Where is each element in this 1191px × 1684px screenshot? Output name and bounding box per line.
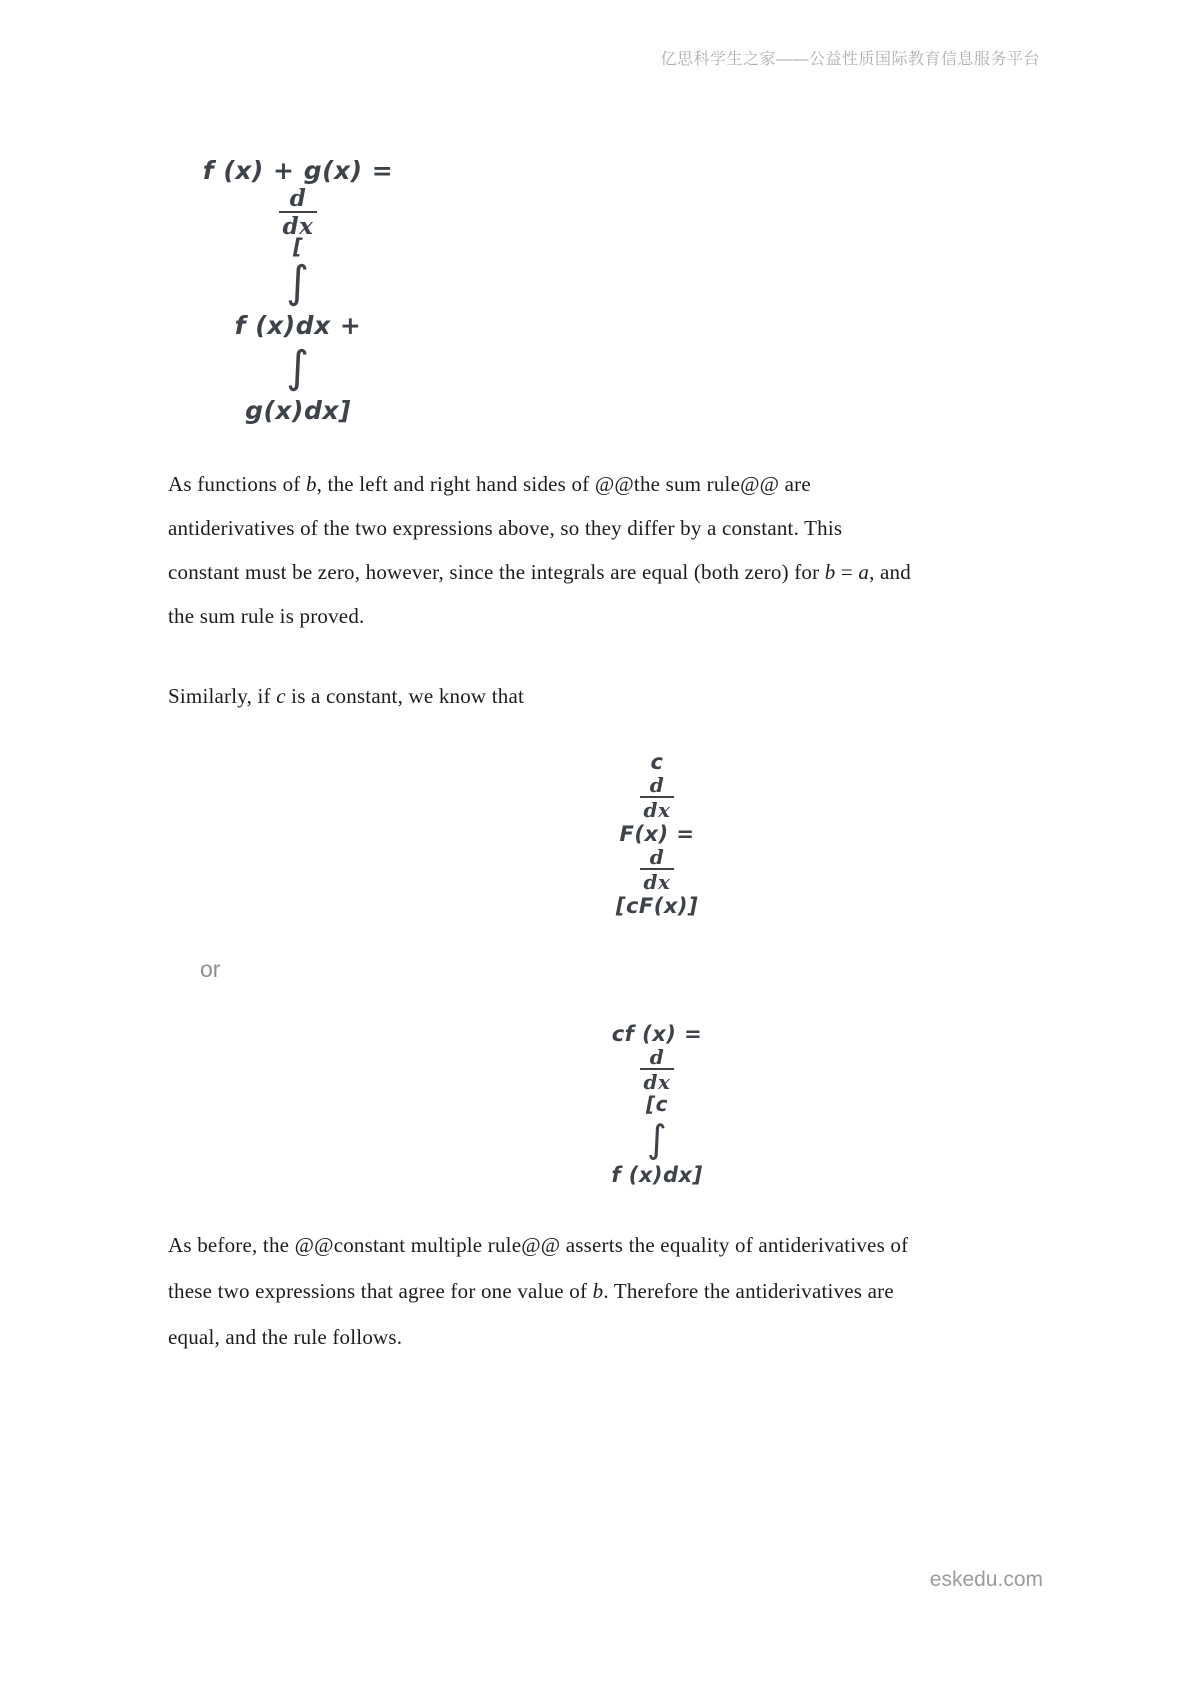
fraction-numerator: d [649, 773, 665, 797]
math-lhs: f (x) + g(x) = [202, 156, 394, 185]
fraction-denominator: dx [640, 796, 675, 821]
italic-var: b [824, 560, 836, 584]
text-run: constant must be zero, however, since the integrals are equal (both zero) for [168, 560, 825, 584]
math-term: F(x) = [619, 822, 695, 846]
fraction-numerator: d [649, 1045, 665, 1069]
math-fraction-d-dx [640, 775, 675, 821]
text-run: equal, and the rule follows. [168, 1325, 403, 1349]
math-term: [cF(x)] [615, 894, 699, 918]
math-fraction-d-dx [640, 1047, 675, 1093]
text-run: antiderivatives of the two expressions above, so they differ by a constant. This [168, 516, 843, 540]
math-lhs: cf (x) = [611, 1022, 703, 1046]
text-run: Similarly, if [168, 684, 277, 708]
text-run: . Therefore the antiderivatives are [603, 1279, 894, 1303]
paragraph-line [168, 1222, 1088, 1268]
math-open-bracket: [c [646, 1092, 668, 1116]
text-run: the sum rule is proved. [168, 604, 365, 628]
italic-var: c [276, 684, 286, 708]
integral-icon: ∫ [286, 342, 310, 394]
integral-icon: ∫ [646, 1117, 668, 1161]
italic-var: b [592, 1279, 604, 1303]
italic-var: a [858, 560, 870, 584]
paragraph-line [168, 674, 1088, 718]
math-coefficient: c [650, 750, 664, 774]
math-fraction-d-dx [279, 187, 318, 239]
text-run: is a constant, we know that [285, 684, 525, 708]
or-connector: or [200, 956, 221, 982]
fraction-numerator: d [289, 185, 307, 212]
paragraph-constant-multiple [168, 1222, 1088, 1360]
text-run: = [835, 560, 859, 584]
text-run: these two expressions that agree for one value of [168, 1279, 593, 1303]
formula-constant-multiple [547, 750, 767, 918]
site-header-text: 亿思科学生之家——公益性质国际教育信息服务平台 [660, 51, 1040, 68]
fraction-denominator: dx [640, 868, 675, 893]
formula-constant-multiple-alt [547, 1022, 767, 1187]
text-run: , and [869, 560, 911, 584]
integral-icon: ∫ [286, 257, 310, 309]
fraction-numerator: d [649, 845, 665, 869]
text-run: As functions of [168, 472, 306, 496]
italic-var: b [305, 472, 317, 496]
fraction-denominator: dx [640, 1068, 675, 1093]
math-fraction-d-dx [640, 847, 675, 893]
paragraph-similarly [168, 674, 1088, 718]
paragraph-sum-rule [168, 462, 1088, 638]
math-term: f (x)dx] [611, 1163, 703, 1187]
site-url-text: eskedu.com [929, 1568, 1043, 1591]
formula-sum-rule [178, 156, 418, 425]
math-term: f (x)dx + [234, 311, 362, 341]
paragraph-line [168, 1268, 1088, 1314]
math-term: g(x)dx] [245, 396, 351, 426]
paragraph-line [168, 506, 1088, 550]
paragraph-line [168, 550, 1088, 594]
text-run: As before, the @@constant multiple rule@@ asserts the equality of antiderivatives of [168, 1233, 909, 1257]
paragraph-line [168, 594, 1088, 638]
text-run: , the left and right hand sides of @@the sum rule@@ are [316, 472, 811, 496]
paragraph-line [168, 1314, 1088, 1360]
fraction-denominator: dx [279, 211, 318, 239]
math-open-bracket: [ [292, 235, 304, 260]
paragraph-line [168, 462, 1088, 506]
